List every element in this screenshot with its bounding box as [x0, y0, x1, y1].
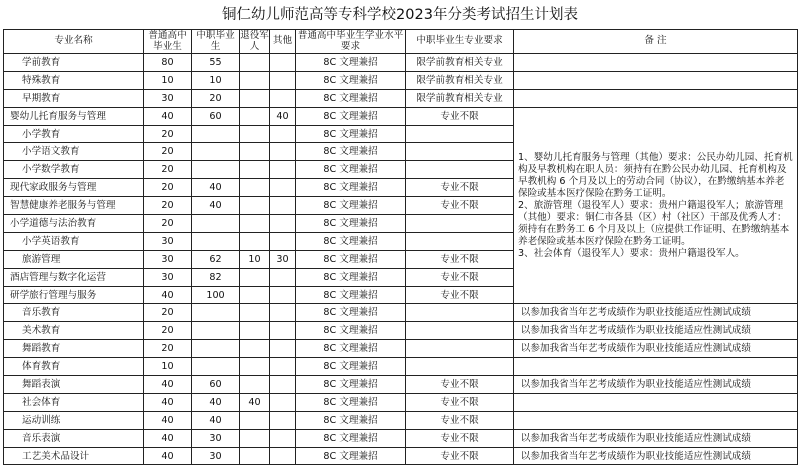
- cell-other: [270, 268, 296, 286]
- cell-major: 社会体育: [4, 393, 144, 411]
- cell-voc-req: [406, 215, 514, 233]
- table-row: [4, 429, 798, 447]
- cell-veteran: [240, 179, 270, 197]
- cell-vocational: [192, 322, 240, 340]
- header-major: 专业名称: [4, 30, 144, 54]
- cell-general-req: 8C 文理兼招: [296, 376, 406, 394]
- cell-other: [270, 179, 296, 197]
- cell-vocational: [192, 215, 240, 233]
- cell-veteran: 40: [240, 393, 270, 411]
- cell-other: 30: [270, 250, 296, 268]
- cell-major: 体育教育: [4, 358, 144, 376]
- cell-remark: [514, 89, 798, 107]
- cell-major: 研学旅行管理与服务: [4, 286, 144, 304]
- cell-veteran: [240, 340, 270, 358]
- cell-general-req: 8C 文理兼招: [296, 304, 406, 322]
- cell-general-hs: 40: [144, 429, 192, 447]
- header-other: 其他: [270, 30, 296, 54]
- cell-vocational: 40: [192, 197, 240, 215]
- cell-other: [270, 340, 296, 358]
- cell-major: 舞蹈表演: [4, 376, 144, 394]
- cell-general-hs: 20: [144, 161, 192, 179]
- cell-general-req: 8C 文理兼招: [296, 89, 406, 107]
- cell-major: 婴幼儿托育服务与管理: [4, 107, 144, 125]
- remark-paragraph: 3、社会体育（退役军人）要求：贵州户籍退役军人。: [518, 247, 745, 259]
- cell-remark: 以参加我省当年艺考成绩作为职业技能适应性测试成绩: [514, 447, 798, 465]
- cell-major: 小学道德与法治教育: [4, 215, 144, 233]
- cell-general-req: 8C 文理兼招: [296, 447, 406, 465]
- cell-major: 小学教育: [4, 125, 144, 143]
- cell-major: 早期教育: [4, 89, 144, 107]
- cell-other: [270, 447, 296, 465]
- cell-general-hs: 30: [144, 89, 192, 107]
- table-row: [4, 107, 798, 125]
- table-row: [4, 393, 798, 411]
- cell-other: [270, 393, 296, 411]
- cell-general-hs: 40: [144, 107, 192, 125]
- cell-voc-req: 专业不限: [406, 197, 514, 215]
- cell-general-hs: 30: [144, 268, 192, 286]
- table-row: [4, 447, 798, 465]
- cell-major: 工艺美术品设计: [4, 447, 144, 465]
- header-remarks: 备 注: [514, 30, 798, 54]
- cell-other: [270, 286, 296, 304]
- cell-voc-req: 专业不限: [406, 268, 514, 286]
- cell-veteran: [240, 215, 270, 233]
- cell-major: 酒店管理与数字化运营: [4, 268, 144, 286]
- cell-vocational: 40: [192, 393, 240, 411]
- cell-veteran: [240, 232, 270, 250]
- cell-vocational: [192, 358, 240, 376]
- header-general-req: 普通高中毕业生学业水平要求: [296, 30, 406, 54]
- cell-other: 40: [270, 107, 296, 125]
- cell-vocational: [192, 143, 240, 161]
- cell-general-req: 8C 文理兼招: [296, 161, 406, 179]
- cell-veteran: [240, 54, 270, 72]
- table-row: [4, 71, 798, 89]
- cell-voc-req: 专业不限: [406, 179, 514, 197]
- merged-remark-cell: [514, 107, 798, 304]
- cell-vocational: 20: [192, 89, 240, 107]
- cell-general-req: 8C 文理兼招: [296, 250, 406, 268]
- cell-veteran: [240, 429, 270, 447]
- page-title: 铜仁幼儿师范高等专科学校2023年分类考试招生计划表: [222, 7, 578, 23]
- cell-remark: [514, 54, 798, 72]
- cell-voc-req: 专业不限: [406, 286, 514, 304]
- table-row: [4, 54, 798, 72]
- cell-vocational: 30: [192, 447, 240, 465]
- cell-veteran: [240, 89, 270, 107]
- cell-veteran: [240, 358, 270, 376]
- cell-veteran: [240, 268, 270, 286]
- cell-veteran: [240, 304, 270, 322]
- cell-major: 舞蹈教育: [4, 340, 144, 358]
- cell-general-req: 8C 文理兼招: [296, 197, 406, 215]
- cell-remark: [514, 358, 798, 376]
- header-general-hs: 普通高中毕业生: [144, 30, 192, 54]
- cell-general-hs: 20: [144, 197, 192, 215]
- cell-remark: 以参加我省当年艺考成绩作为职业技能适应性测试成绩: [514, 322, 798, 340]
- cell-major: 学前教育: [4, 54, 144, 72]
- cell-general-req: 8C 文理兼招: [296, 286, 406, 304]
- cell-remark: 以参加我省当年艺考成绩作为职业技能适应性测试成绩: [514, 429, 798, 447]
- cell-voc-req: [406, 161, 514, 179]
- cell-major: 现代家政服务与管理: [4, 179, 144, 197]
- cell-voc-req: 限学前教育相关专业: [406, 54, 514, 72]
- cell-general-hs: 20: [144, 215, 192, 233]
- cell-general-req: 8C 文理兼招: [296, 268, 406, 286]
- cell-veteran: [240, 447, 270, 465]
- cell-general-hs: 40: [144, 393, 192, 411]
- cell-vocational: [192, 340, 240, 358]
- cell-general-hs: 10: [144, 71, 192, 89]
- cell-remark: [514, 71, 798, 89]
- cell-general-hs: 40: [144, 286, 192, 304]
- cell-remark: [514, 411, 798, 429]
- cell-major: 小学英语教育: [4, 232, 144, 250]
- cell-remark: 以参加我省当年艺考成绩作为职业技能适应性测试成绩: [514, 376, 798, 394]
- cell-vocational: 30: [192, 429, 240, 447]
- cell-veteran: [240, 322, 270, 340]
- cell-voc-req: 专业不限: [406, 376, 514, 394]
- cell-voc-req: 专业不限: [406, 393, 514, 411]
- cell-general-req: 8C 文理兼招: [296, 340, 406, 358]
- cell-voc-req: 专业不限: [406, 107, 514, 125]
- cell-general-req: 8C 文理兼招: [296, 358, 406, 376]
- cell-general-hs: 10: [144, 358, 192, 376]
- cell-general-req: 8C 文理兼招: [296, 322, 406, 340]
- cell-other: [270, 125, 296, 143]
- enrollment-plan-table: [3, 29, 798, 465]
- cell-general-req: 8C 文理兼招: [296, 215, 406, 233]
- cell-vocational: [192, 304, 240, 322]
- cell-general-hs: 20: [144, 322, 192, 340]
- cell-major: 特殊教育: [4, 71, 144, 89]
- cell-general-hs: 20: [144, 125, 192, 143]
- cell-veteran: 10: [240, 250, 270, 268]
- table-row: [4, 376, 798, 394]
- cell-other: [270, 71, 296, 89]
- cell-major: 小学数学教育: [4, 161, 144, 179]
- cell-vocational: 62: [192, 250, 240, 268]
- table-body: [4, 54, 798, 465]
- header-veteran: 退役军人: [240, 30, 269, 52]
- cell-voc-req: [406, 125, 514, 143]
- cell-veteran: [240, 286, 270, 304]
- table-row: [4, 89, 798, 107]
- cell-other: [270, 89, 296, 107]
- table-row: [4, 304, 798, 322]
- cell-vocational: 40: [192, 179, 240, 197]
- cell-veteran: [240, 71, 270, 89]
- cell-major: 运动训练: [4, 411, 144, 429]
- cell-voc-req: 专业不限: [406, 447, 514, 465]
- cell-other: [270, 54, 296, 72]
- header-voc-req: 中职毕业生专业要求: [406, 30, 514, 54]
- cell-veteran: [240, 125, 270, 143]
- cell-major: 音乐表演: [4, 429, 144, 447]
- cell-general-req: 8C 文理兼招: [296, 232, 406, 250]
- cell-general-hs: 80: [144, 54, 192, 72]
- cell-veteran: [240, 197, 270, 215]
- cell-voc-req: 限学前教育相关专业: [406, 89, 514, 107]
- cell-remark: 以参加我省当年艺考成绩作为职业技能适应性测试成绩: [514, 340, 798, 358]
- cell-other: [270, 197, 296, 215]
- cell-general-hs: 30: [144, 232, 192, 250]
- cell-major: 旅游管理: [4, 250, 144, 268]
- cell-other: [270, 376, 296, 394]
- table-row: [4, 340, 798, 358]
- cell-other: [270, 429, 296, 447]
- remark-paragraph: 2、旅游管理（退役军人）要求：贵州户籍退役军人；旅游管理（其他）要求：铜仁市各县（区）村（社区）干部及优秀人才：须持有在黔务工 6 个月及以上（应提供工作证明、在黔缴纳基本养老保险或基本医疗保险在黔务工证明。: [518, 199, 790, 247]
- cell-voc-req: 限学前教育相关专业: [406, 71, 514, 89]
- cell-major: 智慧健康养老服务与管理: [4, 197, 144, 215]
- cell-general-req: 8C 文理兼招: [296, 143, 406, 161]
- cell-general-hs: 20: [144, 304, 192, 322]
- cell-general-req: 8C 文理兼招: [296, 125, 406, 143]
- header-vocational: 中职毕业生: [192, 30, 240, 54]
- cell-veteran: [240, 143, 270, 161]
- remark-paragraph: 1、婴幼儿托育服务与管理（其他）要求：公民办幼儿园、托育机构及早教机构在职人员：须持有在黔公民办幼儿园、托育机构及早教机构 6 个月及以上的劳动合同（协议），在黔缴纳基本养老保险或基本医疗保险在黔务工证明。: [518, 151, 793, 199]
- cell-major: 小学语文教育: [4, 143, 144, 161]
- cell-voc-req: 专业不限: [406, 411, 514, 429]
- cell-vocational: 40: [192, 411, 240, 429]
- cell-other: [270, 161, 296, 179]
- cell-veteran: [240, 411, 270, 429]
- cell-remark: 以参加我省当年艺考成绩作为职业技能适应性测试成绩: [514, 304, 798, 322]
- cell-general-hs: 40: [144, 411, 192, 429]
- cell-general-hs: 30: [144, 250, 192, 268]
- cell-vocational: 60: [192, 107, 240, 125]
- cell-general-req: 8C 文理兼招: [296, 179, 406, 197]
- cell-other: [270, 358, 296, 376]
- cell-voc-req: [406, 322, 514, 340]
- cell-general-hs: 20: [144, 340, 192, 358]
- cell-general-hs: 20: [144, 179, 192, 197]
- cell-voc-req: [406, 143, 514, 161]
- cell-general-req: 8C 文理兼招: [296, 107, 406, 125]
- cell-general-req: 8C 文理兼招: [296, 71, 406, 89]
- cell-vocational: 82: [192, 268, 240, 286]
- table-header-row: [4, 30, 798, 54]
- cell-general-req: 8C 文理兼招: [296, 54, 406, 72]
- cell-general-hs: 40: [144, 447, 192, 465]
- cell-veteran: [240, 376, 270, 394]
- table-row: [4, 358, 798, 376]
- cell-voc-req: 专业不限: [406, 250, 514, 268]
- cell-remark: [514, 393, 798, 411]
- cell-other: [270, 411, 296, 429]
- cell-other: [270, 215, 296, 233]
- cell-general-hs: 20: [144, 143, 192, 161]
- cell-general-req: 8C 文理兼招: [296, 393, 406, 411]
- cell-vocational: [192, 232, 240, 250]
- cell-vocational: 10: [192, 71, 240, 89]
- cell-voc-req: [406, 232, 514, 250]
- cell-vocational: [192, 125, 240, 143]
- cell-general-req: 8C 文理兼招: [296, 429, 406, 447]
- cell-other: [270, 322, 296, 340]
- cell-general-hs: 40: [144, 376, 192, 394]
- cell-vocational: 100: [192, 286, 240, 304]
- cell-voc-req: 专业不限: [406, 429, 514, 447]
- cell-other: [270, 232, 296, 250]
- cell-veteran: [240, 161, 270, 179]
- cell-vocational: 55: [192, 54, 240, 72]
- cell-vocational: 60: [192, 376, 240, 394]
- cell-other: [270, 143, 296, 161]
- cell-vocational: [192, 161, 240, 179]
- cell-major: 音乐教育: [4, 304, 144, 322]
- cell-veteran: [240, 107, 270, 125]
- table-row: [4, 411, 798, 429]
- cell-other: [270, 304, 296, 322]
- cell-voc-req: [406, 304, 514, 322]
- cell-voc-req: [406, 358, 514, 376]
- table-row: [4, 322, 798, 340]
- cell-voc-req: [406, 340, 514, 358]
- cell-general-req: 8C 文理兼招: [296, 411, 406, 429]
- cell-major: 美术教育: [4, 322, 144, 340]
